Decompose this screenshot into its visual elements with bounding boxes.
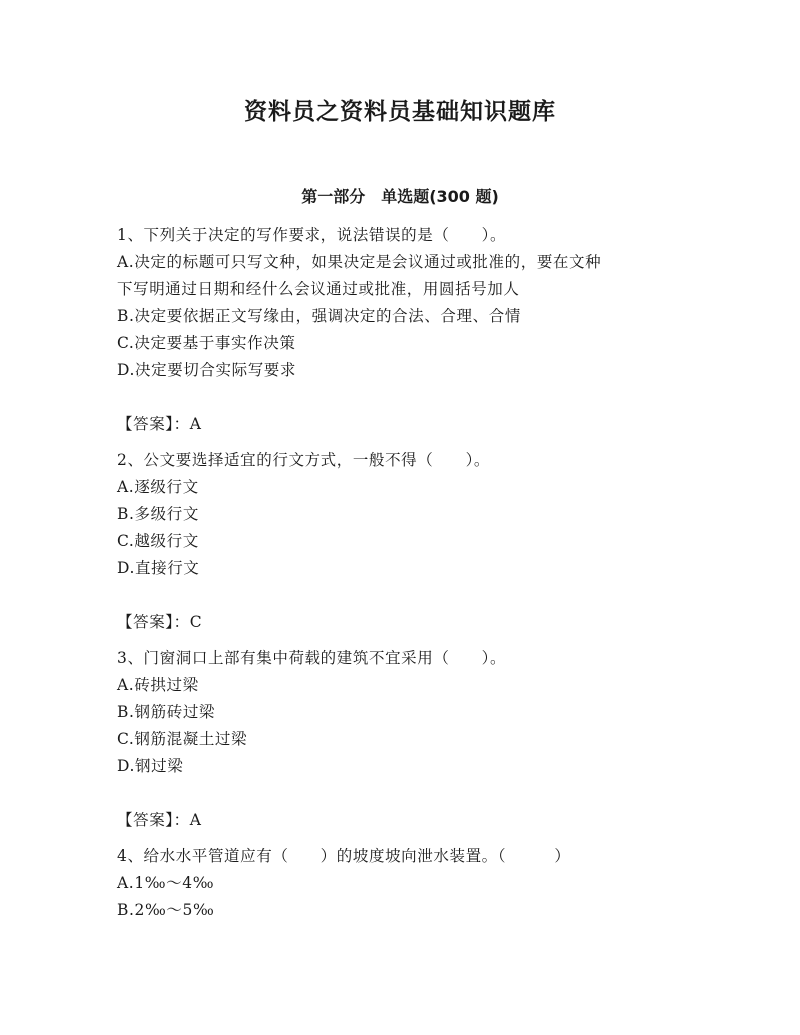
answer-label: 【答案】：C [117,613,203,631]
option-d: D.决定要切合实际写要求 [117,361,297,379]
question-item [117,447,687,636]
question-stem: 3、门窗洞口上部有集中荷载的建筑不宜采用（ ）。 [117,649,507,667]
option-c: C.钢筋混凝土过梁 [117,730,248,748]
section-title: 第一部分 单选题(300 题) [301,187,499,206]
option-a: A.决定的标题可只写文种，如果决定是会议通过或批准的，要在文种 [117,253,602,271]
option-a-continued: 下写明通过日期和经什么会议通过或批准，用圆括号加人 [117,280,520,298]
option-b: B.多级行文 [117,505,199,523]
question-item [117,843,687,924]
question-item [117,222,687,438]
answer-label: 【答案】：A [117,415,202,433]
option-b: B.钢筋砖过梁 [117,703,216,721]
question-stem: 1、下列关于决定的写作要求，说法错误的是（ ）。 [117,226,507,244]
question-item [117,645,687,834]
option-c: C.越级行文 [117,532,199,550]
document-title: 资料员之资料员基础知识题库 [244,99,556,125]
question-list [117,222,687,924]
option-a: A.逐级行文 [117,478,199,496]
question-stem: 2、公文要选择适宜的行文方式，一般不得（ ）。 [117,451,491,469]
question-stem: 4、给水水平管道应有（ ）的坡度坡向泄水装置。（ ） [117,847,571,865]
option-c: C.决定要基于事实作决策 [117,334,296,352]
option-d: D.直接行文 [117,559,200,577]
option-a: A.1‰～4‰ [117,874,215,892]
answer-label: 【答案】：A [117,811,202,829]
option-b: B.2‰～5‰ [117,901,215,919]
option-d: D.钢过梁 [117,757,184,775]
option-a: A.砖拱过梁 [117,676,199,694]
option-b: B.决定要依据正文写缘由，强调决定的合法、合理、合情 [117,307,521,325]
